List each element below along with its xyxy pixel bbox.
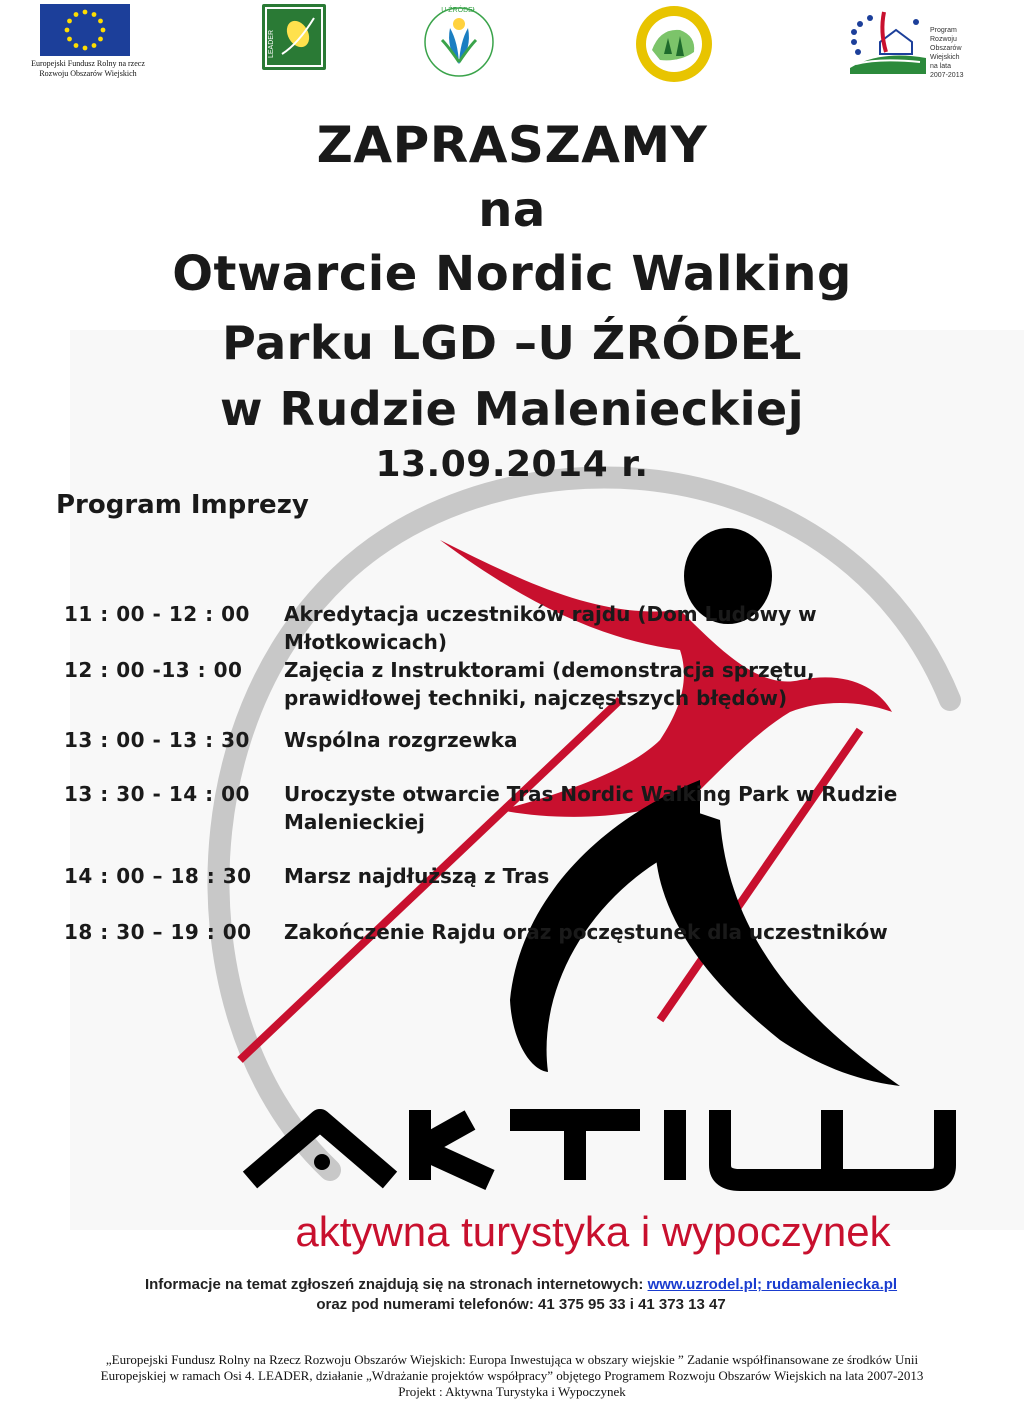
- schedule-desc: Zajęcia z Instruktorami (demonstracja sprzętu, prawidłowej techniki, najczęstszych błędów): [284, 658, 815, 710]
- eu-caption-line2: Rozwoju Obszarów Wiejskich: [39, 69, 137, 78]
- prow-line: Wiejskich: [930, 54, 960, 61]
- footer-line: Europejskiej w ramach Osi 4. LEADER, działanie „Wdrażanie projektów współpracy” objętego Programem Rozwoju Obszarów Wiejskich na lata 2007-2013: [100, 1368, 924, 1383]
- eu-star: [92, 43, 97, 48]
- leader-text: LEADER: [268, 29, 275, 58]
- schedule-time: 13 : 30 - 14 : 00: [64, 782, 250, 806]
- eu-star: [98, 37, 103, 42]
- schedule-desc: Wspólna rozgrzewka: [284, 728, 518, 752]
- eu-flag-icon: [40, 4, 130, 56]
- schedule-desc: Marsz najdłuższą z Tras: [284, 864, 550, 888]
- schedule-desc: Akredytacja uczestników rajdu (Dom Ludowy w Młotkowicach): [284, 602, 817, 654]
- schedule-desc: Zakończenie Rajdu oraz poczęstunek dla uczestników: [284, 920, 888, 944]
- footer-line: „Europejski Fundusz Rolny na Rzecz Rozwoju Obszarów Wiejskich: Europa Inwestująca w obszary wiejskie ” Zadanie współfinansowane ze środków Unii: [105, 1352, 919, 1367]
- leader-logo: [262, 4, 326, 70]
- phone-numbers: oraz pod numerami telefonów: 41 375 95 33 i 41 373 13 47: [316, 1296, 726, 1313]
- title-na: na: [478, 182, 546, 238]
- program-heading: Program Imprezy: [56, 490, 309, 520]
- footer-project: Projekt : Aktywna Turystyka i Wypoczynek: [398, 1384, 626, 1399]
- eu-star: [101, 28, 106, 33]
- prow-logo: [840, 2, 970, 82]
- prow-line: Obszarów: [930, 45, 962, 52]
- title-park: Parku LGD –U ŹRÓDEŁ: [222, 316, 802, 370]
- brand-subtitle: aktywna turystyka i wypoczynek: [295, 1208, 891, 1255]
- eu-star: [83, 10, 88, 15]
- schedule-time: 14 : 00 – 18 : 30: [64, 864, 252, 888]
- letter-a-dot: [314, 1154, 330, 1170]
- schedule-desc: Uroczyste otwarcie Tras Nordic Walking Park w Rudzie Maleniecki​ej: [284, 782, 898, 834]
- eu-logo: [18, 4, 158, 79]
- eu-star: [67, 19, 72, 24]
- eu-star: [65, 28, 70, 33]
- title-location: w Rudzie Malenieckiej: [220, 382, 804, 436]
- prow-caption: [930, 26, 970, 80]
- eu-star: [74, 12, 79, 17]
- info-text: Informacje na temat zgłoszeń znajdują się na stronach internetowych:: [144, 1276, 648, 1293]
- website-links[interactable]: www.uzrodel.pl; rudamaleniecka.pl: [647, 1276, 898, 1293]
- prow-line: na lata 2007-2013: [930, 63, 964, 79]
- u-zrodel-logo: [418, 2, 500, 82]
- eu-star: [98, 19, 103, 24]
- eu-caption-line1: Europejski Fundusz Rolny na rzecz: [31, 59, 145, 68]
- prow-line: Program: [930, 27, 957, 34]
- prow-line: Rozwoju: [930, 36, 957, 43]
- schedule-time: 11 : 00 - 12 : 00: [64, 602, 250, 626]
- title-invite: ZAPRASZAMY: [316, 116, 708, 174]
- lgd-region-logo: [630, 4, 718, 84]
- title-event: Otwarcie Nordic Walking: [172, 246, 852, 302]
- schedule-time: 13 : 00 - 13 : 30: [64, 728, 250, 752]
- eu-star: [67, 37, 72, 42]
- event-date: 13.09.2014 r.: [375, 444, 649, 485]
- schedule-time: 18 : 30 – 19 : 00: [64, 920, 252, 944]
- info-line: [0, 1276, 1024, 1293]
- eu-star: [92, 12, 97, 17]
- schedule-time: 12 : 00 -13 : 00: [64, 658, 243, 682]
- eu-star: [74, 43, 79, 48]
- zrodel-top-text: U ŹRÓDEŁ: [441, 7, 477, 14]
- eu-star: [83, 46, 88, 51]
- eu-caption: [18, 59, 158, 79]
